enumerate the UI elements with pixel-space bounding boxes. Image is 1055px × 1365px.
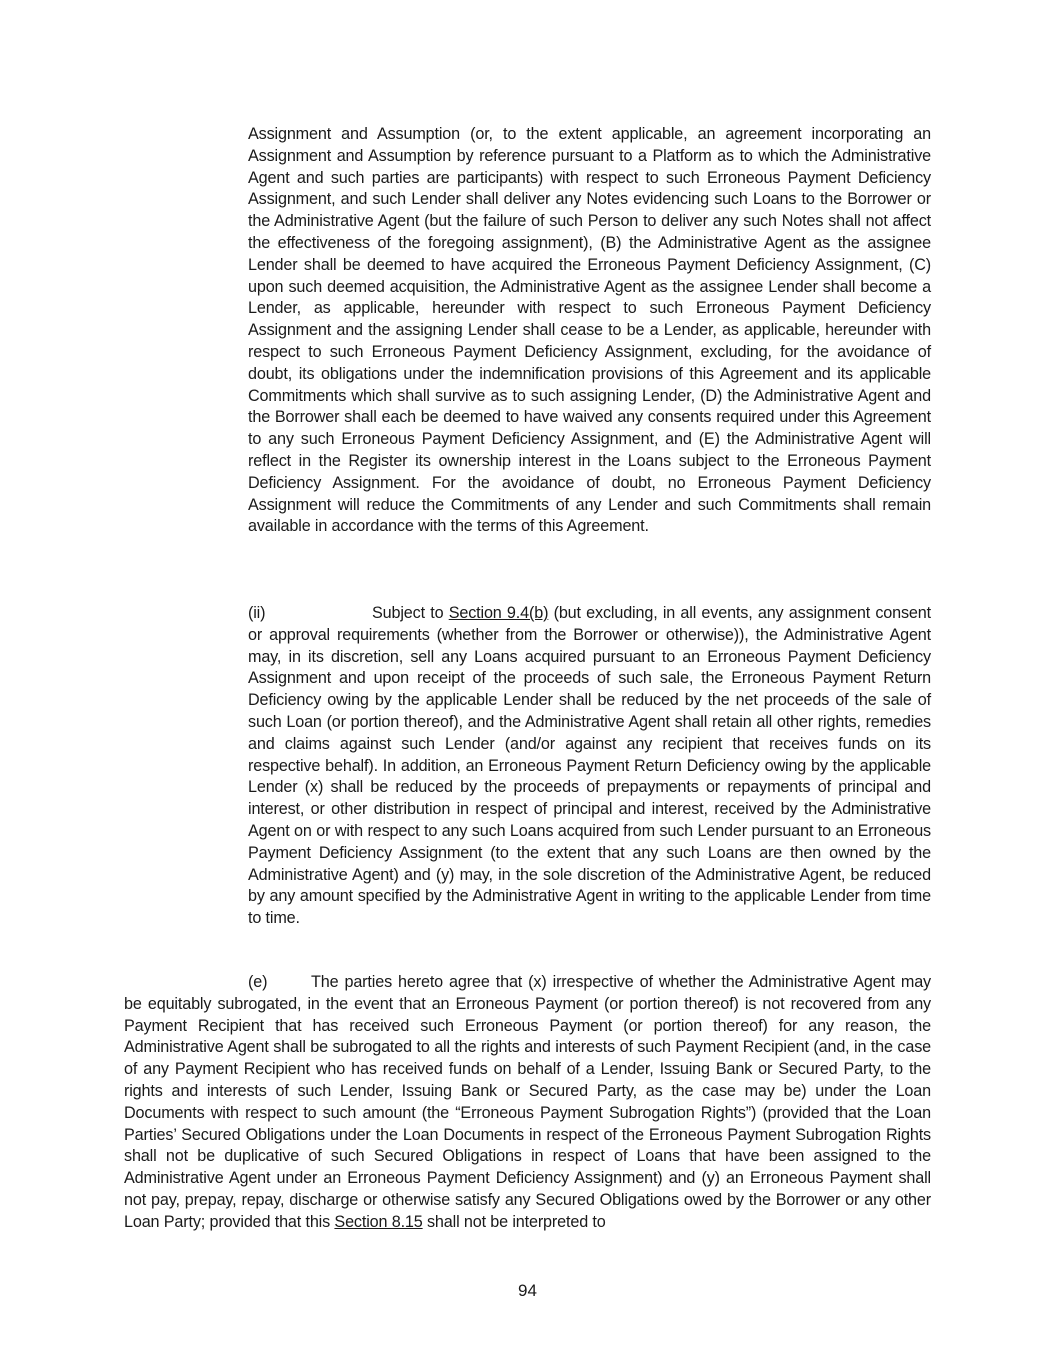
continuation-text: Assignment and Assumption (or, to the extent applicable, an agreement incorporating an Assignment and Assumption by reference pursuant to a Platform as to which the Administrative Agent and such parties are participants) with respect to such Erroneous Payment Deficiency Assignment, and such Lender shall deliver any Notes evidencing such Loans to the Borrower or the Administrative Agent (but the failure of such Person to deliver any such Notes shall not affect the effectiveness of the foregoing assignment), (B) the Administrative Agent as the assignee Lender shall be deemed to have acquired the Erroneous Payment Deficiency Assignment, (C) upon such deemed acquisition, the Administrative Agent as the assignee Lender shall become a Lender, as applicable, hereunder with respect to such Erroneous Payment Deficiency Assignment and the assigning Lender shall cease to be a Lender, as applicable, hereunder with respect to such Erroneous Payment Deficiency Assignment, excluding, for the avoidance of doubt, its obligations under the indemnification provisions of this Agreement and its applicable Commitments which shall survive as to such assigning Lender, (D) the Administrative Agent and the Borrower shall each be deemed to have waived any consents required under this Agreement to any such Erroneous Payment Deficiency Assignment, and (E) the Administrative Agent will reflect in the Register its ownership interest in the Loans subject to the Erroneous Payment Deficiency Assignment. For the avoidance of doubt, no Erroneous Payment Deficiency Assignment will reduce the Commitments of any Lender and such Commitments shall remain available in accordance with the terms of this Agreement. bbox=[248, 125, 931, 536]
paragraph-e-text bbox=[124, 972, 931, 1234]
paragraph-ii-body: (but excluding, in all events, any assignment consent or approval requirements (whether from the Borrower or otherwise)), the Administrative Agent may, in its discretion, sell any Loans acquired pursuant to an Erroneous Payment Deficiency Assignment and upon receipt of the proceeds of such sale, the Erroneous Payment Return Deficiency owing by the applicable Lender shall be reduced by the net proceeds of the sale of such Loan (or portion thereof), and the Administrative Agent shall retain all other rights, remedies and claims against such Lender (and/or against any recipient that receives funds on its respective behalf). In addition, an Erroneous Payment Return Deficiency owing by the applicable Lender (x) shall be reduced by the proceeds of prepayments or repayments of principal and interest, or other distribution in respect of principal and interest, received by the Administrative Agent on or with respect to any such Loans acquired from such Lender pursuant to an Erroneous Payment Deficiency Assignment (to the extent that any such Loans are then owned by the Administrative Agent) and (y) may, in the sole discretion of the Administrative Agent, be reduced by any amount specified by the Administrative Agent in writing to the applicable Lender from time to time. bbox=[248, 604, 931, 928]
paragraph-e-body: The parties hereto agree that (x) irrespective of whether the Administrative Agent may be equitably subrogated, in the event that an Erroneous Payment (or portion thereof) is not recovered from any Payment Recipient that has received such Erroneous Payment (or portion thereof) for any reason, the Administrative Agent shall be subrogated to all the rights and interests of such Payment Recipient (and, in the case of any Payment Recipient who has received funds on behalf of a Lender, Issuing Bank or Secured Party, to the rights and interests of such Lender, Issuing Bank or Secured Party, as the case may be) under the Loan Documents with respect to such amount (the “Erroneous Payment Subrogation Rights”) (provided that the Loan Parties’ Secured Obligations under the Loan Documents in respect of the Erroneous Payment Subrogation Rights shall not be duplicative of such Secured Obligations in respect of Loans that have been assigned to the Administrative Agent under an Erroneous Payment Deficiency Assignment) and (y) an Erroneous Payment shall not pay, prepay, repay, discharge or otherwise satisfy any Secured Obligations owed by the Borrower or any other Loan Party; provided that this bbox=[124, 973, 931, 1231]
paragraph-e bbox=[124, 972, 931, 1234]
paragraph-ii-lead: Subject to bbox=[372, 604, 449, 622]
paragraph-e-label: (e) bbox=[248, 973, 268, 991]
page-number: 94 bbox=[518, 1281, 537, 1300]
section-8-15-link[interactable]: Section 8.15 bbox=[334, 1212, 423, 1231]
paragraph-e-tail: shall not be interpreted to bbox=[422, 1212, 606, 1231]
paragraph-continuation bbox=[248, 124, 931, 538]
section-9-4-b-link[interactable]: Section 9.4(b) bbox=[448, 604, 549, 622]
paragraph-ii-text bbox=[248, 603, 931, 930]
paragraph-ii bbox=[248, 603, 931, 930]
paragraph-ii-label: (ii) bbox=[248, 604, 266, 622]
